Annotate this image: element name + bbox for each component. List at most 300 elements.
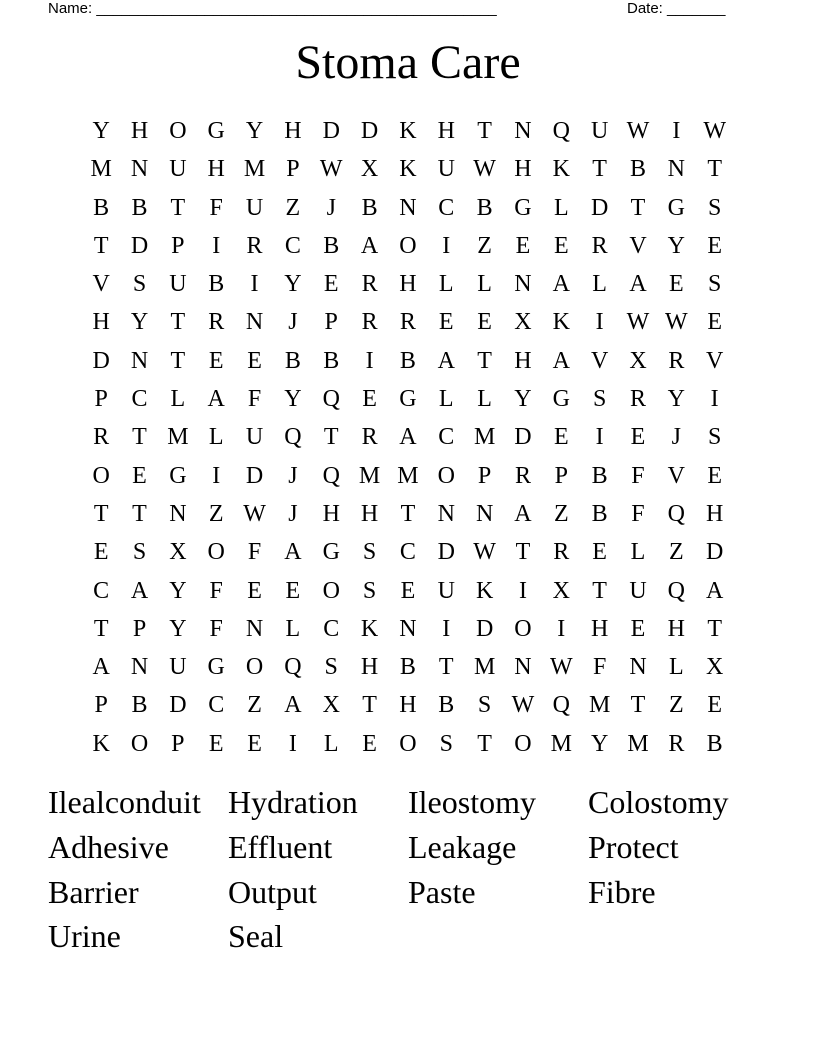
grid-letter[interactable]: L (630, 539, 646, 566)
grid-letter[interactable]: I (250, 271, 259, 298)
grid-letter[interactable]: C (323, 615, 340, 642)
grid-letter[interactable]: V (92, 271, 110, 298)
grid-letter[interactable]: N (245, 615, 264, 642)
grid-letter[interactable]: R (668, 347, 685, 374)
grid-letter[interactable]: H (437, 118, 455, 144)
grid-letter[interactable]: V (667, 462, 685, 489)
grid-letter[interactable]: W (473, 156, 496, 183)
grid-letter[interactable]: R (668, 730, 685, 757)
grid-letter[interactable]: O (169, 118, 187, 144)
grid-letter[interactable]: E (438, 309, 454, 336)
grid-letter[interactable]: P (132, 615, 147, 642)
grid-letter[interactable]: Y (92, 118, 110, 144)
grid-letter[interactable]: C (438, 194, 455, 221)
grid-letter[interactable]: A (437, 347, 455, 374)
grid-letter[interactable]: X (706, 654, 724, 681)
grid-letter[interactable]: E (630, 615, 646, 642)
grid-letter[interactable]: E (208, 730, 224, 757)
grid-letter[interactable]: Q (284, 424, 302, 451)
grid-letter[interactable]: T (707, 156, 722, 183)
grid-letter[interactable]: F (631, 500, 645, 527)
grid-letter[interactable]: E (247, 347, 262, 374)
grid-letter[interactable]: D (245, 462, 264, 489)
grid-letter[interactable]: U (629, 577, 647, 604)
grid-letter[interactable]: E (553, 424, 569, 451)
grid-letter[interactable]: R (361, 271, 378, 298)
grid-letter[interactable]: B (438, 692, 455, 719)
grid-letter[interactable]: S (362, 539, 377, 566)
date-field[interactable]: Date: _______ (627, 0, 726, 17)
grid-letter[interactable]: P (171, 232, 185, 259)
grid-letter[interactable]: E (208, 347, 224, 374)
grid-letter[interactable]: B (93, 194, 110, 221)
grid-letter[interactable]: G (207, 118, 225, 144)
grid-letter[interactable]: Y (169, 615, 187, 642)
grid-letter[interactable]: N (629, 654, 647, 681)
grid-letter[interactable]: W (243, 500, 266, 527)
grid-letter[interactable]: G (169, 462, 187, 489)
grid-letter[interactable]: R (361, 424, 378, 451)
grid-letter[interactable]: N (169, 500, 187, 527)
grid-letter[interactable]: T (93, 615, 109, 642)
grid-letter[interactable]: B (706, 730, 723, 757)
grid-letter[interactable]: S (592, 386, 607, 413)
grid-letter[interactable]: J (326, 194, 336, 221)
grid-letter[interactable]: A (706, 577, 724, 604)
grid-letter[interactable]: O (207, 539, 225, 566)
grid-letter[interactable]: Y (169, 577, 187, 604)
grid-letter[interactable]: I (365, 347, 374, 374)
grid-letter[interactable]: T (132, 424, 147, 451)
grid-letter[interactable]: B (591, 462, 608, 489)
grid-letter[interactable]: D (130, 232, 149, 259)
grid-letter[interactable]: D (514, 424, 532, 451)
grid-letter[interactable]: B (361, 194, 378, 221)
grid-letter[interactable]: B (399, 347, 416, 374)
grid-letter[interactable]: V (706, 347, 724, 374)
grid-letter[interactable]: T (170, 347, 186, 374)
grid-letter[interactable]: T (170, 309, 186, 336)
grid-letter[interactable]: S (477, 692, 492, 719)
grid-letter[interactable]: L (170, 386, 186, 413)
grid-letter[interactable]: R (361, 309, 378, 336)
grid-letter[interactable]: N (245, 309, 264, 336)
word-bank-item: Adhesive (48, 828, 169, 865)
grid-letter[interactable]: L (285, 615, 301, 642)
grid-letter[interactable]: Y (590, 730, 609, 757)
grid-letter[interactable]: E (707, 309, 722, 336)
grid-letter[interactable]: A (207, 386, 225, 413)
grid-letter[interactable]: K (360, 615, 379, 642)
grid-letter[interactable]: B (131, 194, 148, 221)
grid-letter[interactable]: A (514, 500, 532, 527)
grid-letter[interactable]: U (245, 194, 264, 221)
grid-letter[interactable]: H (399, 271, 417, 298)
grid-letter[interactable]: K (475, 577, 494, 604)
grid-letter[interactable]: R (246, 232, 263, 259)
grid-letter[interactable]: L (477, 271, 492, 298)
grid-letter[interactable]: W (319, 156, 343, 183)
grid-letter[interactable]: X (629, 347, 647, 374)
grid-letter[interactable]: B (591, 500, 608, 527)
grid-letter[interactable]: E (400, 577, 416, 604)
grid-letter[interactable]: G (207, 654, 225, 681)
grid-letter[interactable]: O (92, 462, 110, 489)
grid-letter[interactable]: E (362, 386, 377, 413)
grid-letter[interactable]: T (477, 118, 492, 144)
grid-letter[interactable]: H (322, 500, 340, 527)
grid-letter[interactable]: O (399, 232, 417, 259)
grid-letter[interactable]: V (629, 232, 647, 259)
grid-letter[interactable]: Y (245, 118, 264, 144)
grid-letter[interactable]: D (475, 615, 494, 642)
grid-letter[interactable]: Z (247, 692, 262, 719)
grid-letter[interactable]: G (399, 386, 417, 413)
grid-letter[interactable]: E (247, 730, 262, 757)
grid-letter[interactable]: E (668, 271, 684, 298)
grid-letter[interactable]: D (590, 194, 609, 221)
grid-letter[interactable]: S (324, 654, 338, 681)
grid-letter[interactable]: G (514, 194, 532, 221)
grid-letter[interactable]: I (212, 232, 221, 259)
grid-letter[interactable]: I (442, 232, 451, 259)
grid-letter[interactable]: I (212, 462, 221, 489)
grid-letter[interactable]: U (169, 271, 187, 298)
grid-letter[interactable]: E (247, 577, 262, 604)
grid-letter[interactable]: T (592, 156, 607, 183)
grid-letter[interactable]: T (592, 577, 607, 604)
grid-letter[interactable]: Q (322, 386, 340, 413)
grid-letter[interactable]: Y (284, 386, 302, 413)
grid-letter[interactable]: P (286, 156, 300, 183)
grid-letter[interactable]: N (514, 654, 532, 681)
grid-letter[interactable]: I (595, 309, 604, 336)
grid-letter[interactable]: F (209, 194, 223, 221)
grid-letter[interactable]: A (399, 424, 417, 451)
grid-row (82, 610, 734, 648)
grid-letter[interactable]: K (399, 156, 417, 183)
grid-letter[interactable]: I (288, 730, 297, 757)
grid-letter[interactable]: M (358, 462, 381, 489)
grid-letter[interactable]: F (209, 615, 223, 642)
grid-letter[interactable]: T (400, 500, 416, 527)
grid-letter[interactable]: S (362, 577, 377, 604)
grid-letter[interactable]: V (590, 347, 609, 374)
grid-letter[interactable]: I (710, 386, 719, 413)
grid-letter[interactable]: P (94, 386, 108, 413)
grid-letter[interactable]: O (514, 730, 532, 757)
grid-letter[interactable]: L (553, 194, 569, 221)
grid-letter[interactable]: E (323, 271, 339, 298)
grid-letter[interactable]: H (667, 615, 685, 642)
grid-row (82, 725, 734, 763)
grid-letter[interactable]: B (629, 156, 646, 183)
grid-letter[interactable]: L (208, 424, 224, 451)
grid-letter[interactable]: W (665, 309, 688, 336)
grid-letter[interactable]: G (552, 386, 570, 413)
grid-letter[interactable]: T (323, 424, 339, 451)
grid-letter[interactable]: A (552, 347, 570, 374)
grid-letter[interactable]: M (90, 156, 112, 183)
grid-letter[interactable]: H (706, 500, 724, 527)
grid-letter[interactable]: Q (552, 118, 570, 144)
grid-letter[interactable]: D (437, 539, 455, 566)
grid-letter[interactable]: Z (285, 194, 301, 221)
grid-letter[interactable]: Y (514, 386, 532, 413)
grid-row (82, 265, 734, 303)
grid-letter[interactable]: F (247, 386, 262, 413)
grid-letter[interactable]: K (552, 309, 570, 336)
grid-letter[interactable]: F (592, 654, 607, 681)
grid-letter[interactable]: S (707, 424, 722, 451)
grid-letter[interactable]: N (667, 156, 685, 183)
grid-letter[interactable]: P (171, 730, 185, 757)
grid-letter[interactable]: N (514, 271, 532, 298)
grid-letter[interactable]: O (245, 654, 264, 681)
grid-letter[interactable]: Z (553, 500, 569, 527)
grid-letter[interactable]: O (322, 577, 340, 604)
grid-letter[interactable]: P (554, 462, 568, 489)
grid-letter[interactable]: X (514, 309, 532, 336)
grid-letter[interactable]: B (208, 271, 225, 298)
grid-letter[interactable]: C (93, 577, 110, 604)
grid-letter[interactable]: W (511, 692, 535, 719)
grid-letter[interactable]: W (473, 539, 496, 566)
grid-letter[interactable]: S (707, 271, 722, 298)
grid-letter[interactable]: D (169, 692, 187, 719)
grid-row (82, 686, 734, 724)
grid-letter[interactable]: E (515, 232, 531, 259)
grid-letter[interactable]: K (399, 118, 417, 144)
grid-letter[interactable]: T (707, 615, 722, 642)
grid-letter[interactable]: E (630, 424, 646, 451)
grid-letter[interactable]: E (707, 232, 722, 259)
grid-letter[interactable]: E (132, 462, 147, 489)
grid-letter[interactable]: W (703, 118, 726, 144)
word-bank-item: Colostomy (588, 784, 729, 820)
grid-letter[interactable]: E (592, 539, 607, 566)
grid-letter[interactable]: N (130, 347, 149, 374)
grid-letter[interactable]: E (285, 577, 301, 604)
grid-letter[interactable]: Q (322, 462, 340, 489)
grid-letter[interactable]: X (360, 156, 379, 183)
grid-letter[interactable]: T (93, 232, 109, 259)
grid-letter[interactable]: E (553, 232, 569, 259)
grid-letter[interactable]: S (132, 271, 147, 298)
grid-letter[interactable]: I (442, 615, 451, 642)
grid-letter[interactable]: A (284, 692, 302, 719)
grid-letter[interactable]: Z (668, 539, 684, 566)
grid-letter[interactable]: T (170, 194, 186, 221)
grid-letter[interactable]: H (399, 692, 417, 719)
grid-letter[interactable]: T (630, 692, 646, 719)
grid-letter[interactable]: T (630, 194, 646, 221)
grid-letter[interactable]: I (595, 424, 604, 451)
grid-letter[interactable]: C (399, 539, 416, 566)
grid-letter[interactable]: R (399, 309, 416, 336)
grid-letter[interactable]: B (323, 347, 340, 374)
grid-letter[interactable]: L (438, 386, 454, 413)
grid-letter[interactable]: O (130, 730, 149, 757)
grid-letter[interactable]: E (477, 309, 492, 336)
grid-letter[interactable]: A (360, 232, 379, 259)
grid-letter[interactable]: K (92, 730, 110, 757)
grid-letter[interactable]: M (473, 654, 496, 681)
grid-letter[interactable]: O (514, 615, 532, 642)
grid-letter[interactable]: M (167, 424, 189, 451)
grid-letter[interactable]: A (130, 577, 149, 604)
grid-letter[interactable]: L (323, 730, 339, 757)
grid-letter[interactable]: Q (552, 692, 570, 719)
grid-letter[interactable]: L (477, 386, 492, 413)
grid-letter[interactable]: U (437, 577, 455, 604)
grid-letter[interactable]: O (437, 462, 455, 489)
grid-letter[interactable]: W (626, 309, 650, 336)
grid-letter[interactable]: I (672, 118, 681, 144)
grid-letter[interactable]: J (671, 424, 681, 451)
grid-letter[interactable]: Y (130, 309, 149, 336)
grid-letter[interactable]: M (627, 730, 649, 757)
grid-letter[interactable]: R (93, 424, 110, 451)
grid-letter[interactable]: F (209, 577, 223, 604)
grid-letter[interactable]: B (284, 347, 301, 374)
grid-letter[interactable]: Z (668, 692, 684, 719)
grid-letter[interactable]: P (477, 462, 492, 489)
grid-letter[interactable]: F (247, 539, 262, 566)
grid-letter[interactable]: M (397, 462, 419, 489)
grid-letter[interactable]: J (288, 462, 298, 489)
grid-letter[interactable]: Q (667, 577, 685, 604)
grid-letter[interactable]: R (629, 386, 646, 413)
grid-letter[interactable]: G (322, 539, 340, 566)
word-bank-item: Paste (408, 873, 476, 910)
grid-letter[interactable]: W (549, 654, 573, 681)
grid-letter[interactable]: R (208, 309, 225, 336)
grid-letter[interactable]: T (93, 500, 109, 527)
grid-letter[interactable]: A (629, 271, 647, 298)
grid-letter[interactable]: B (476, 194, 493, 221)
grid-letter[interactable]: N (399, 615, 417, 642)
grid-letter[interactable]: X (322, 692, 340, 719)
grid-letter[interactable]: P (94, 692, 108, 719)
grid-letter[interactable]: H (590, 615, 609, 642)
grid-letter[interactable]: C (438, 424, 455, 451)
grid-letter[interactable]: P (324, 309, 338, 336)
grid-letter[interactable]: D (706, 539, 724, 566)
grid-letter[interactable]: W (626, 118, 650, 144)
grid-letter[interactable]: B (323, 232, 340, 259)
grid-letter[interactable]: K (552, 156, 570, 183)
grid-letter[interactable]: O (399, 730, 417, 757)
name-field[interactable]: Name: ________________________________________________ (48, 0, 497, 17)
grid-letter[interactable]: E (707, 692, 722, 719)
grid-letter[interactable]: N (475, 500, 494, 527)
grid-letter[interactable]: M (243, 156, 266, 183)
grid-letter[interactable]: S (439, 730, 453, 757)
grid-letter[interactable]: B (131, 692, 148, 719)
grid-letter[interactable]: D (92, 347, 110, 374)
grid-letter[interactable]: S (132, 539, 147, 566)
grid-letter[interactable]: I (557, 615, 566, 642)
grid-letter[interactable]: C (284, 232, 301, 259)
grid-letter[interactable]: Z (477, 232, 492, 259)
grid-letter[interactable]: S (707, 194, 722, 221)
grid-letter[interactable]: R (591, 232, 608, 259)
grid-letter[interactable]: L (668, 654, 684, 681)
grid-letter[interactable]: L (592, 271, 607, 298)
grid-letter[interactable]: E (362, 730, 377, 757)
grid-letter[interactable]: A (284, 539, 302, 566)
grid-letter[interactable]: X (552, 577, 570, 604)
grid-letter[interactable]: H (360, 654, 379, 681)
grid-letter[interactable]: Q (667, 500, 685, 527)
grid-letter[interactable]: J (288, 500, 298, 527)
grid-letter[interactable]: B (399, 654, 416, 681)
grid-letter[interactable]: Y (667, 232, 685, 259)
grid-letter[interactable]: R (514, 462, 531, 489)
grid-letter[interactable]: H (514, 347, 532, 374)
grid-letter[interactable]: T (132, 500, 147, 527)
grid-letter[interactable]: Z (208, 500, 224, 527)
grid-letter[interactable]: H (130, 118, 149, 144)
grid-letter[interactable]: H (92, 309, 110, 336)
grid-letter[interactable]: N (437, 500, 455, 527)
grid-letter[interactable]: T (362, 692, 377, 719)
grid-letter[interactable]: H (360, 500, 379, 527)
grid-letter[interactable]: H (207, 156, 225, 183)
grid-letter[interactable]: C (208, 692, 225, 719)
grid-letter[interactable]: N (130, 654, 149, 681)
grid-letter[interactable]: E (93, 539, 109, 566)
grid-letter[interactable]: U (590, 118, 609, 144)
grid-letter[interactable]: M (588, 692, 611, 719)
grid-letter[interactable]: F (631, 462, 645, 489)
grid-letter[interactable]: U (437, 156, 455, 183)
grid-letter[interactable]: N (130, 156, 149, 183)
grid-letter[interactable]: Y (284, 271, 302, 298)
grid-letter[interactable]: D (322, 118, 340, 144)
grid-letter[interactable]: J (288, 309, 298, 336)
grid-letter[interactable]: I (518, 577, 527, 604)
grid-letter[interactable]: Q (284, 654, 302, 681)
grid-letter[interactable]: U (245, 424, 264, 451)
grid-letter[interactable]: M (550, 730, 572, 757)
grid-letter[interactable]: C (131, 386, 148, 413)
grid-letter[interactable]: U (169, 654, 187, 681)
grid-letter[interactable]: H (514, 156, 532, 183)
grid-letter[interactable]: U (169, 156, 187, 183)
grid-letter[interactable]: N (514, 118, 532, 144)
grid-letter[interactable]: E (707, 462, 722, 489)
grid-letter[interactable]: H (284, 118, 302, 144)
word-bank-item: Barrier (48, 873, 139, 910)
grid-letter[interactable]: L (438, 271, 454, 298)
grid-letter[interactable]: Y (667, 386, 685, 413)
grid-row (82, 150, 734, 188)
grid-letter[interactable]: A (92, 654, 110, 681)
grid-letter[interactable]: N (399, 194, 417, 221)
grid-letter[interactable]: G (667, 194, 685, 221)
grid-letter[interactable]: T (477, 347, 492, 374)
grid-letter[interactable]: T (515, 539, 531, 566)
grid-letter[interactable]: M (473, 424, 496, 451)
grid-letter[interactable]: T (477, 730, 492, 757)
grid-letter[interactable]: A (552, 271, 570, 298)
grid-letter[interactable]: X (169, 539, 187, 566)
grid-letter[interactable]: D (360, 118, 379, 144)
grid-letter[interactable]: T (438, 654, 454, 681)
grid-letter[interactable]: R (553, 539, 570, 566)
